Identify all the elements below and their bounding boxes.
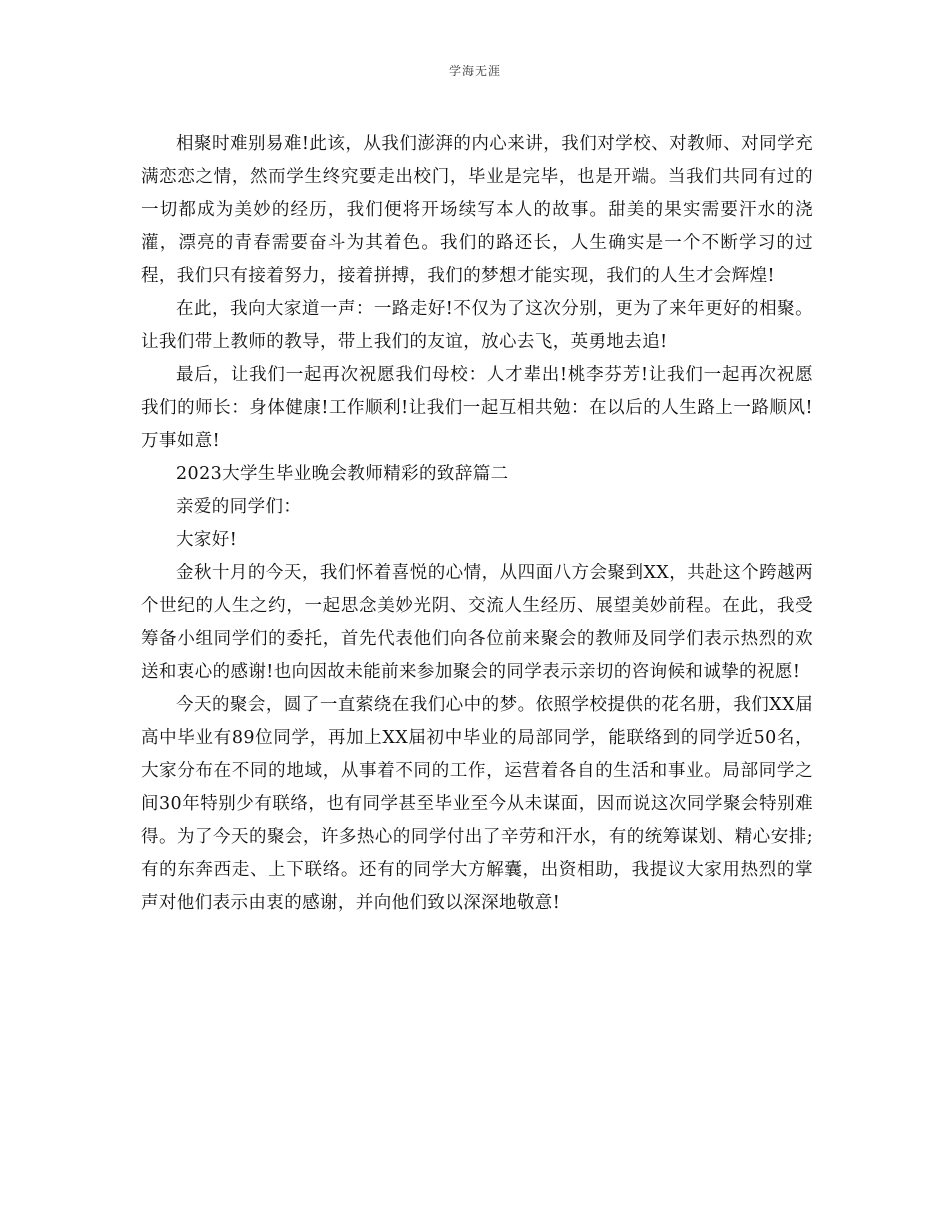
- salutation: 亲爱的同学们：: [176, 497, 302, 517]
- paragraph: 相聚时难别易难!此该，从我们澎湃的内心来讲，我们对学校、对教师、对同学充满恋恋之情，然而学生终究要走出校门，毕业是完毕，也是开端。当我们共同有过的一切都成为美妙的经历，我们便将开场续写本人的故事。甜美的果实需要汗水的浇灌，漂亮的青春需要奋斗为其着色。我们的路还长，人生确实是一个不断学习的过程，我们只有接着努力，接着拼搏，我们的梦想才能实现，我们的人生才会辉煌!: [141, 134, 813, 286]
- section-title: 2023大学生毕业晚会教师精彩的致辞篇二: [176, 464, 509, 484]
- paragraph: 金秋十月的今天，我们怀着喜悦的心情，从四面八方会聚到XX，共赴这个跨越两个世纪的人生之约，一起思念美妙光阴、交流人生经历、展望美妙前程。在此，我受筹备小组同学们的委托，首先代表他们向各位前来聚会的教师及同学们表示热烈的欢送和衷心的感谢!也向因故未能前来参加聚会的同学表示亲切的咨询候和诚挚的祝愿!: [141, 563, 813, 682]
- paragraph: 今天的聚会，圆了一直萦绕在我们心中的梦。依照学校提供的花名册，我们XX届高中毕业有89位同学，再加上XX届初中毕业的局部同学，能联络到的同学近50名，大家分布在不同的地域，从事着不同的工作，运营着各自的生活和事业。局部同学之间30年特别少有联络，也有同学甚至毕业至今从未谋面，因而说这次同学聚会特别难得。为了今天的聚会，许多热心的同学付出了辛劳和汗水，有的统筹谋划、精心安排;有的东奔西走、上下联络。还有的同学大方解囊，出资相助，我提议大家用热烈的掌声对他们表示由衷的感谢，并向他们致以深深地敬意!: [141, 695, 813, 913]
- page-header: 学海无涯: [448, 64, 501, 78]
- document-body: [141, 128, 813, 920]
- paragraph: 在此，我向大家道一声：一路走好!不仅为了这次分别，更为了来年更好的相聚。让我们带上教师的教导，带上我们的友谊，放心去飞，英勇地去追!: [141, 299, 813, 352]
- paragraph: 最后，让我们一起再次祝愿我们母校：人才辈出!桃李芬芳!让我们一起再次祝愿我们的师长：身体健康!工作顺利!让我们一起互相共勉：在以后的人生路上一路顺风!万事如意!: [141, 365, 813, 451]
- greeting: 大家好!: [176, 530, 238, 550]
